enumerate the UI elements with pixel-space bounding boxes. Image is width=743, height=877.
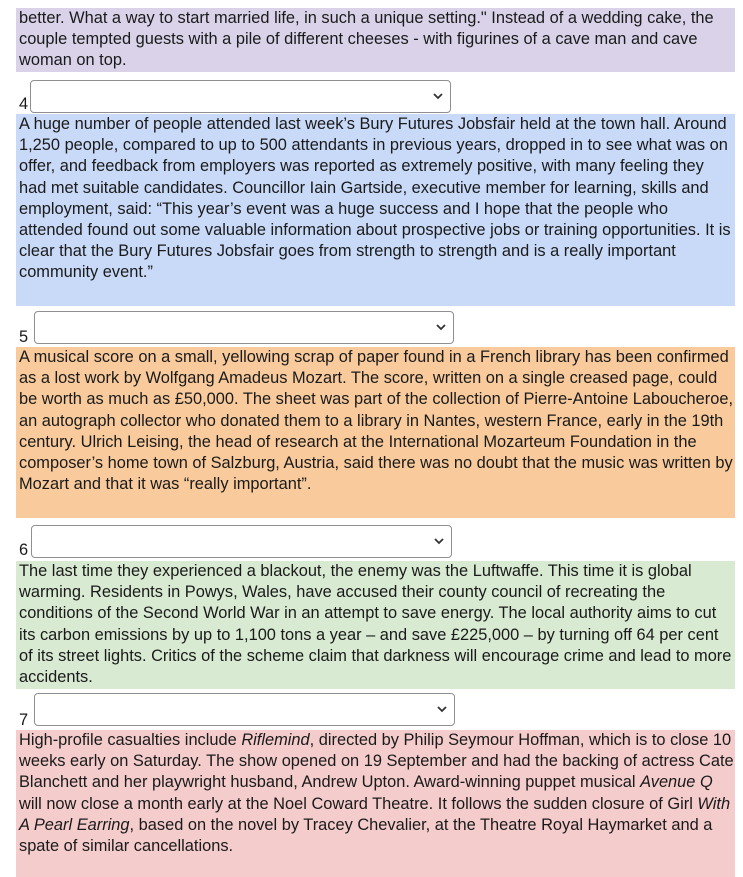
passage-theatre (16, 730, 735, 877)
chevron-down-icon (433, 92, 443, 100)
chevron-down-icon (437, 705, 447, 713)
question-number-4: 4 (19, 95, 29, 113)
passage-jobsfair: A huge number of people attended last week’s Bury Futures Jobsfair held at the town hall. Around 1,250 people, compared to up to 500 attendants in previous years, dropped in to see what was on offer, and feedback from employers was reported as extremely positive, with many feeling they had met suitable candidates. Councillor Iain Gartside, executive member for learning, skills and employment, said: “This year’s event was a huge success and I hope that the people who attended found out some valuable information about prospective jobs or training opportunities. It is clear that the Bury Futures Jobsfair goes from strength to strength and is a really important community event.” (16, 114, 735, 306)
passage-blackout: The last time they experienced a blackout, the enemy was the Luftwaffe. This time it is global warming. Residents in Powys, Wales, have accused their county council of recreating the conditions of the Second World War in an attempt to save energy. The local authority aims to cut its carbon emissions by up to 1,100 tons a year – and save £225,000 – by turning off 64 per cent of its street lights. Critics of the scheme claim that darkness will encourage crime and lead to more accidents. (16, 561, 735, 689)
title-avenue-q: Avenue Q (640, 773, 713, 792)
chevron-down-icon (436, 323, 446, 331)
text-segment: , directed by Philip Seymour Hoffman, which is to close 10 weeks early on Saturday. The show opened on 19 September and had the backing of actress Cate Blanchett and her playwright husband, Andrew Upton. Award-winning puppet musical (19, 731, 734, 792)
question-number-5: 5 (19, 328, 29, 346)
title-riflemind: Riflemind (241, 731, 310, 749)
question-number-7: 7 (19, 711, 29, 729)
chevron-down-icon (434, 537, 444, 545)
title-pearl-earring: With A Pearl Earring (19, 794, 731, 834)
answer-select-7[interactable] (34, 693, 455, 726)
answer-select-4[interactable] (30, 80, 451, 113)
answer-select-5[interactable] (34, 311, 454, 344)
text-segment: High-profile casualties include (19, 731, 242, 749)
text-segment: will now close a month early at the Noel Coward Theatre. It follows the sudden closure of Girl (19, 794, 698, 813)
passage-mozart: A musical score on a small, yellowing scrap of paper found in a French library has been confirmed as a lost work by Wolfgang Amadeus Mozart. The score, written on a single creased page, could be worth as much as £50,000. The sheet was part of the collection of Pierre-Antoine Laboucheroe, an autograph collector who donated them to a library in Nantes, western France, early in the 19th century. Ulrich Leising, the head of research at the International Mozarteum Foundation in the composer’s home town of Salzburg, Austria, said there was no doubt that the music was written by Mozart and that it was “really important”. (16, 347, 735, 518)
text-segment: , based on the novel by Tracey Chevalier, at the Theatre Royal Haymarket and a spate of similar cancellations. (19, 815, 713, 856)
passage-wedding: better. What a way to start married life, in such a unique setting." Instead of a wedding cake, the couple tempted guests with a pile of different cheeses - with figurines of a cave man and cave woman on top. (16, 8, 735, 72)
answer-select-6[interactable] (31, 525, 452, 558)
question-number-6: 6 (19, 541, 29, 559)
